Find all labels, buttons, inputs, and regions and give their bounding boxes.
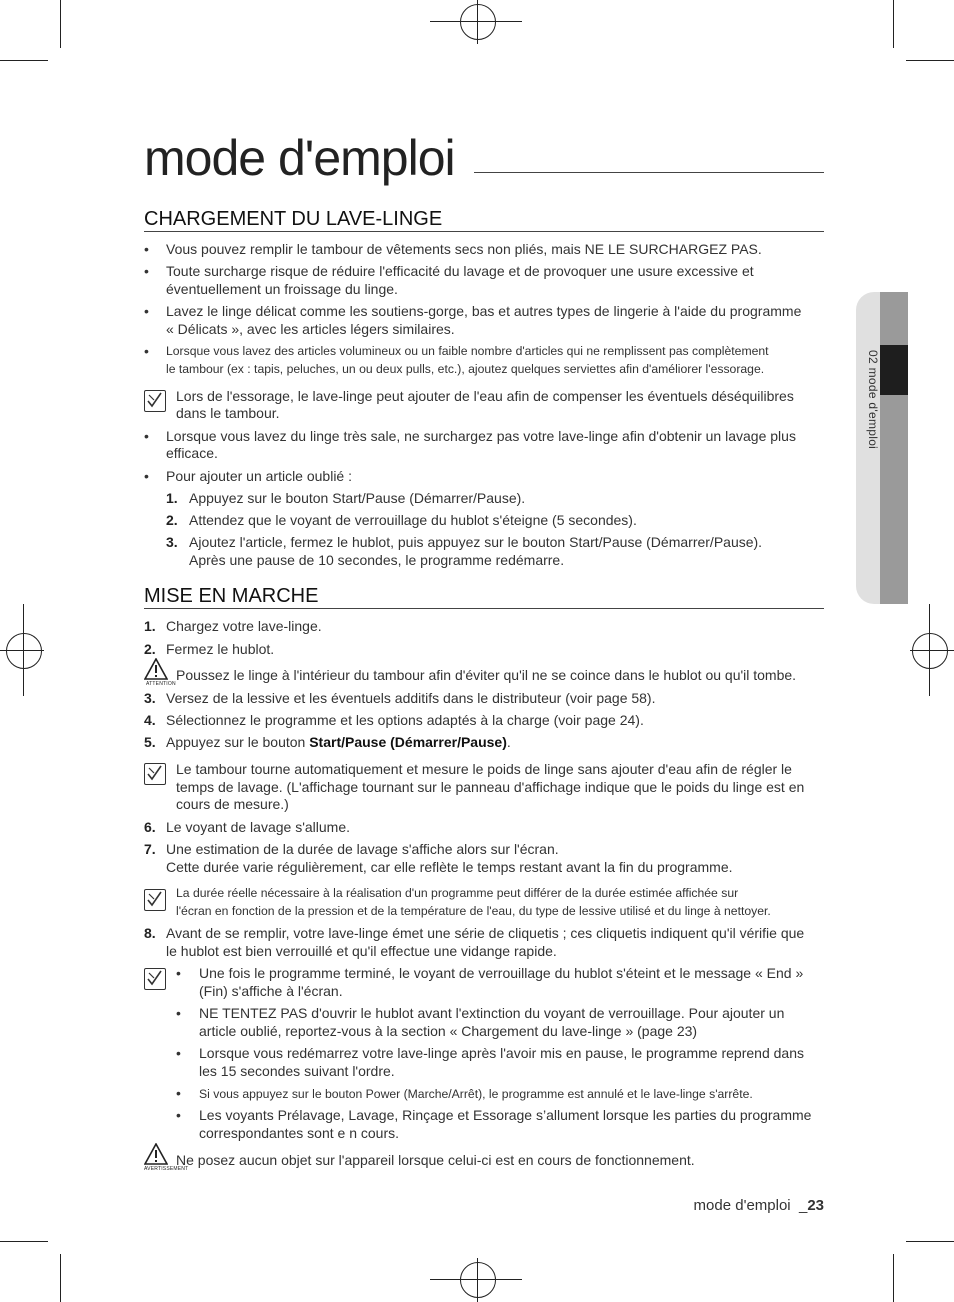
step-number: 6. (144, 819, 156, 835)
step-number: 8. (144, 925, 156, 941)
note-list-item: correspondantes sont e n cours. (199, 1125, 400, 1141)
bullet: • (176, 1107, 181, 1123)
registration-line (0, 650, 44, 651)
step-text: Fermez le hublot. (166, 641, 275, 657)
step-text: Appuyez sur le bouton Start/Pause (Démarrer/Pause). (166, 734, 511, 750)
side-tab-marker (880, 345, 908, 395)
registration-mark (6, 633, 42, 669)
crop-mark (893, 1254, 894, 1302)
step-number: 2. (166, 512, 178, 528)
crop-mark (60, 1254, 61, 1302)
registration-line (929, 604, 930, 696)
list-item: Lavez le linge délicat comme les soutiens-gorge, bas et autres types de lingerie à l'aide du programme (166, 303, 802, 319)
page-footer (694, 1197, 824, 1214)
note-list-item: Une fois le programme terminé, le voyant de verrouillage du hublot s'éteint et le message « End » (199, 965, 804, 981)
step-text: le hublot est bien verrouillé et qu'il effectue une vidange rapide. (166, 943, 557, 959)
step-number: 3. (166, 534, 178, 550)
registration-line (430, 21, 522, 22)
warning-label: AVERTISSEMENT (144, 1166, 189, 1172)
registration-line (477, 1258, 478, 1302)
step-text: Cette durée varie régulièrement, car elle reflète le temps restant avant la fin du programme. (166, 859, 733, 875)
step-number: 1. (166, 490, 178, 506)
footer-text: mode d'emploi _ (693, 1197, 808, 1214)
note-text: l'écran en fonction de la pression et de la température de l'eau, du type de lessive utilisé et du linge à nettoyer. (176, 904, 771, 918)
caution-text: Poussez le linge à l'intérieur du tambour afin d'éviter qu'il ne se coince dans le hublot ou qu'il tombe. (176, 667, 797, 683)
bullet: • (176, 1005, 181, 1021)
registration-mark (460, 4, 496, 40)
side-tab-label: 02 mode d'emploi (866, 350, 880, 450)
bullet: • (144, 343, 149, 359)
list-item: Vous pouvez remplir le tambour de vêtements secs non pliés, mais NE LE SURCHARGEZ PAS. (166, 241, 762, 257)
note-text: cours de mesure.) (176, 796, 289, 812)
registration-line (477, 0, 478, 44)
page-title: mode d'emploi (144, 130, 455, 186)
step-number: 5. (144, 734, 156, 750)
warning-text: Ne posez aucun objet sur l'appareil lorsque celui-ci est en cours de fonctionnement. (176, 1152, 695, 1168)
bullet: • (144, 468, 149, 484)
step-text: Avant de se remplir, votre lave-linge émet une série de cliquetis ; ces cliquetis indiquent qu'il vérifie que (166, 925, 805, 941)
bullet: • (144, 241, 149, 257)
registration-line (910, 650, 954, 651)
title-rule (474, 172, 824, 173)
step-text: Une estimation de la durée de lavage s'affiche alors sur l'écran. (166, 841, 559, 857)
note-list-item: Les voyants Prélavage, Lavage, Rinçage et Essorage s’allument lorsque les parties du programme (199, 1107, 812, 1123)
step-number: 7. (144, 841, 156, 857)
bullet: • (176, 1085, 181, 1101)
crop-mark (60, 0, 61, 48)
note-list-item: Lorsque vous redémarrez votre lave-linge après l'avoir mis en pause, le programme reprend dans (199, 1045, 804, 1061)
step-text: Appuyez sur le bouton Start/Pause (Démarrer/Pause). (189, 490, 526, 506)
note-list-item: (Fin) s'affiche à l'écran. (199, 983, 343, 999)
crop-mark (0, 1241, 48, 1242)
registration-line (430, 1279, 522, 1280)
note-icon (144, 763, 166, 785)
crop-mark (893, 0, 894, 48)
section-rule (144, 608, 824, 609)
note-text: La durée réelle nécessaire à la réalisation d'un programme peut différer de la durée estimée affichée sur (176, 886, 739, 900)
step-text: Le voyant de lavage s'allume. (166, 819, 351, 835)
note-list-item: Si vous appuyez sur le bouton Power (Marche/Arrêt), le programme est annulé et le lave-linge s'arrête. (199, 1087, 753, 1101)
step-text: Versez de la lessive et les éventuels additifs dans le distributeur (voir page 58). (166, 690, 656, 706)
note-text: dans le tambour. (176, 405, 280, 421)
registration-mark (460, 1262, 496, 1298)
step-text: Ajoutez l'article, fermez le hublot, puis appuyez sur le bouton Start/Pause (Démarrer/Pause). (189, 534, 763, 550)
step-text: Sélectionnez le programme et les options adaptés à la charge (voir page 24). (166, 712, 644, 728)
list-item: « Délicats », avec les articles légers similaires. (166, 321, 455, 337)
registration-mark (912, 633, 948, 669)
section-rule (144, 231, 824, 232)
registration-line (23, 604, 24, 696)
step-number: 4. (144, 712, 156, 728)
bullet: • (144, 263, 149, 279)
list-item: Pour ajouter un article oublié : (166, 468, 352, 484)
step-text: Attendez que le voyant de verrouillage du hublot s'éteigne (5 secondes). (189, 512, 637, 528)
page-number: 23 (807, 1197, 824, 1214)
list-item: efficace. (166, 445, 218, 461)
step-text: Chargez votre lave-linge. (166, 618, 322, 634)
list-item: Lorsque vous lavez des articles volumineux ou un faible nombre d'articles qui ne remplissent pas complètement (166, 344, 769, 358)
crop-mark (906, 60, 954, 61)
step-text: Après une pause de 10 secondes, le programme redémarre. (189, 552, 565, 568)
caution-label: ATTENTION (146, 681, 176, 687)
step-number: 1. (144, 618, 156, 634)
button-name: Start/Pause (Démarrer/Pause) (309, 734, 507, 750)
bullet: • (176, 1045, 181, 1061)
note-text: temps de lavage. (L'affichage tournant sur le panneau d'affichage indique que le poids du linge est en (176, 779, 805, 795)
crop-mark (906, 1241, 954, 1242)
bullet: • (176, 965, 181, 981)
list-item: éventuellement un froissage du linge. (166, 281, 398, 297)
side-tab-band (880, 292, 908, 604)
section-heading-mise-en-marche: MISE EN MARCHE (144, 585, 319, 607)
bullet: • (144, 303, 149, 319)
bullet: • (144, 428, 149, 444)
note-list-item: article oublié, reportez-vous à la section « Chargement du lave-linge » (page 23) (199, 1023, 698, 1039)
note-icon (144, 968, 166, 990)
list-item: Lorsque vous lavez du linge très sale, ne surchargez pas votre lave-linge afin d'obtenir un lavage plus (166, 428, 796, 444)
list-item: Toute surcharge risque de réduire l'efficacité du lavage et de provoquer une usure excessive et (166, 263, 754, 279)
step-number: 2. (144, 641, 156, 657)
note-icon (144, 889, 166, 911)
note-list-item: NE TENTEZ PAS d'ouvrir le hublot avant l'extinction du voyant de verrouillage. Pour ajouter un (199, 1005, 785, 1021)
section-heading-chargement: CHARGEMENT DU LAVE-LINGE (144, 208, 443, 230)
list-item: le tambour (ex : tapis, peluches, un ou deux pulls, etc.), ajoutez quelques serviettes afin d'améliorer l'essorage. (166, 362, 765, 376)
note-icon (144, 390, 166, 412)
note-text: Lors de l'essorage, le lave-linge peut ajouter de l'eau afin de compenser les éventuels déséquilibres (176, 388, 794, 404)
note-text: Le tambour tourne automatiquement et mesure le poids de linge sans ajouter d'eau afin de régler le (176, 761, 792, 777)
step-number: 3. (144, 690, 156, 706)
crop-mark (0, 60, 48, 61)
note-list-item: les 15 secondes suivant l'ordre. (199, 1063, 395, 1079)
